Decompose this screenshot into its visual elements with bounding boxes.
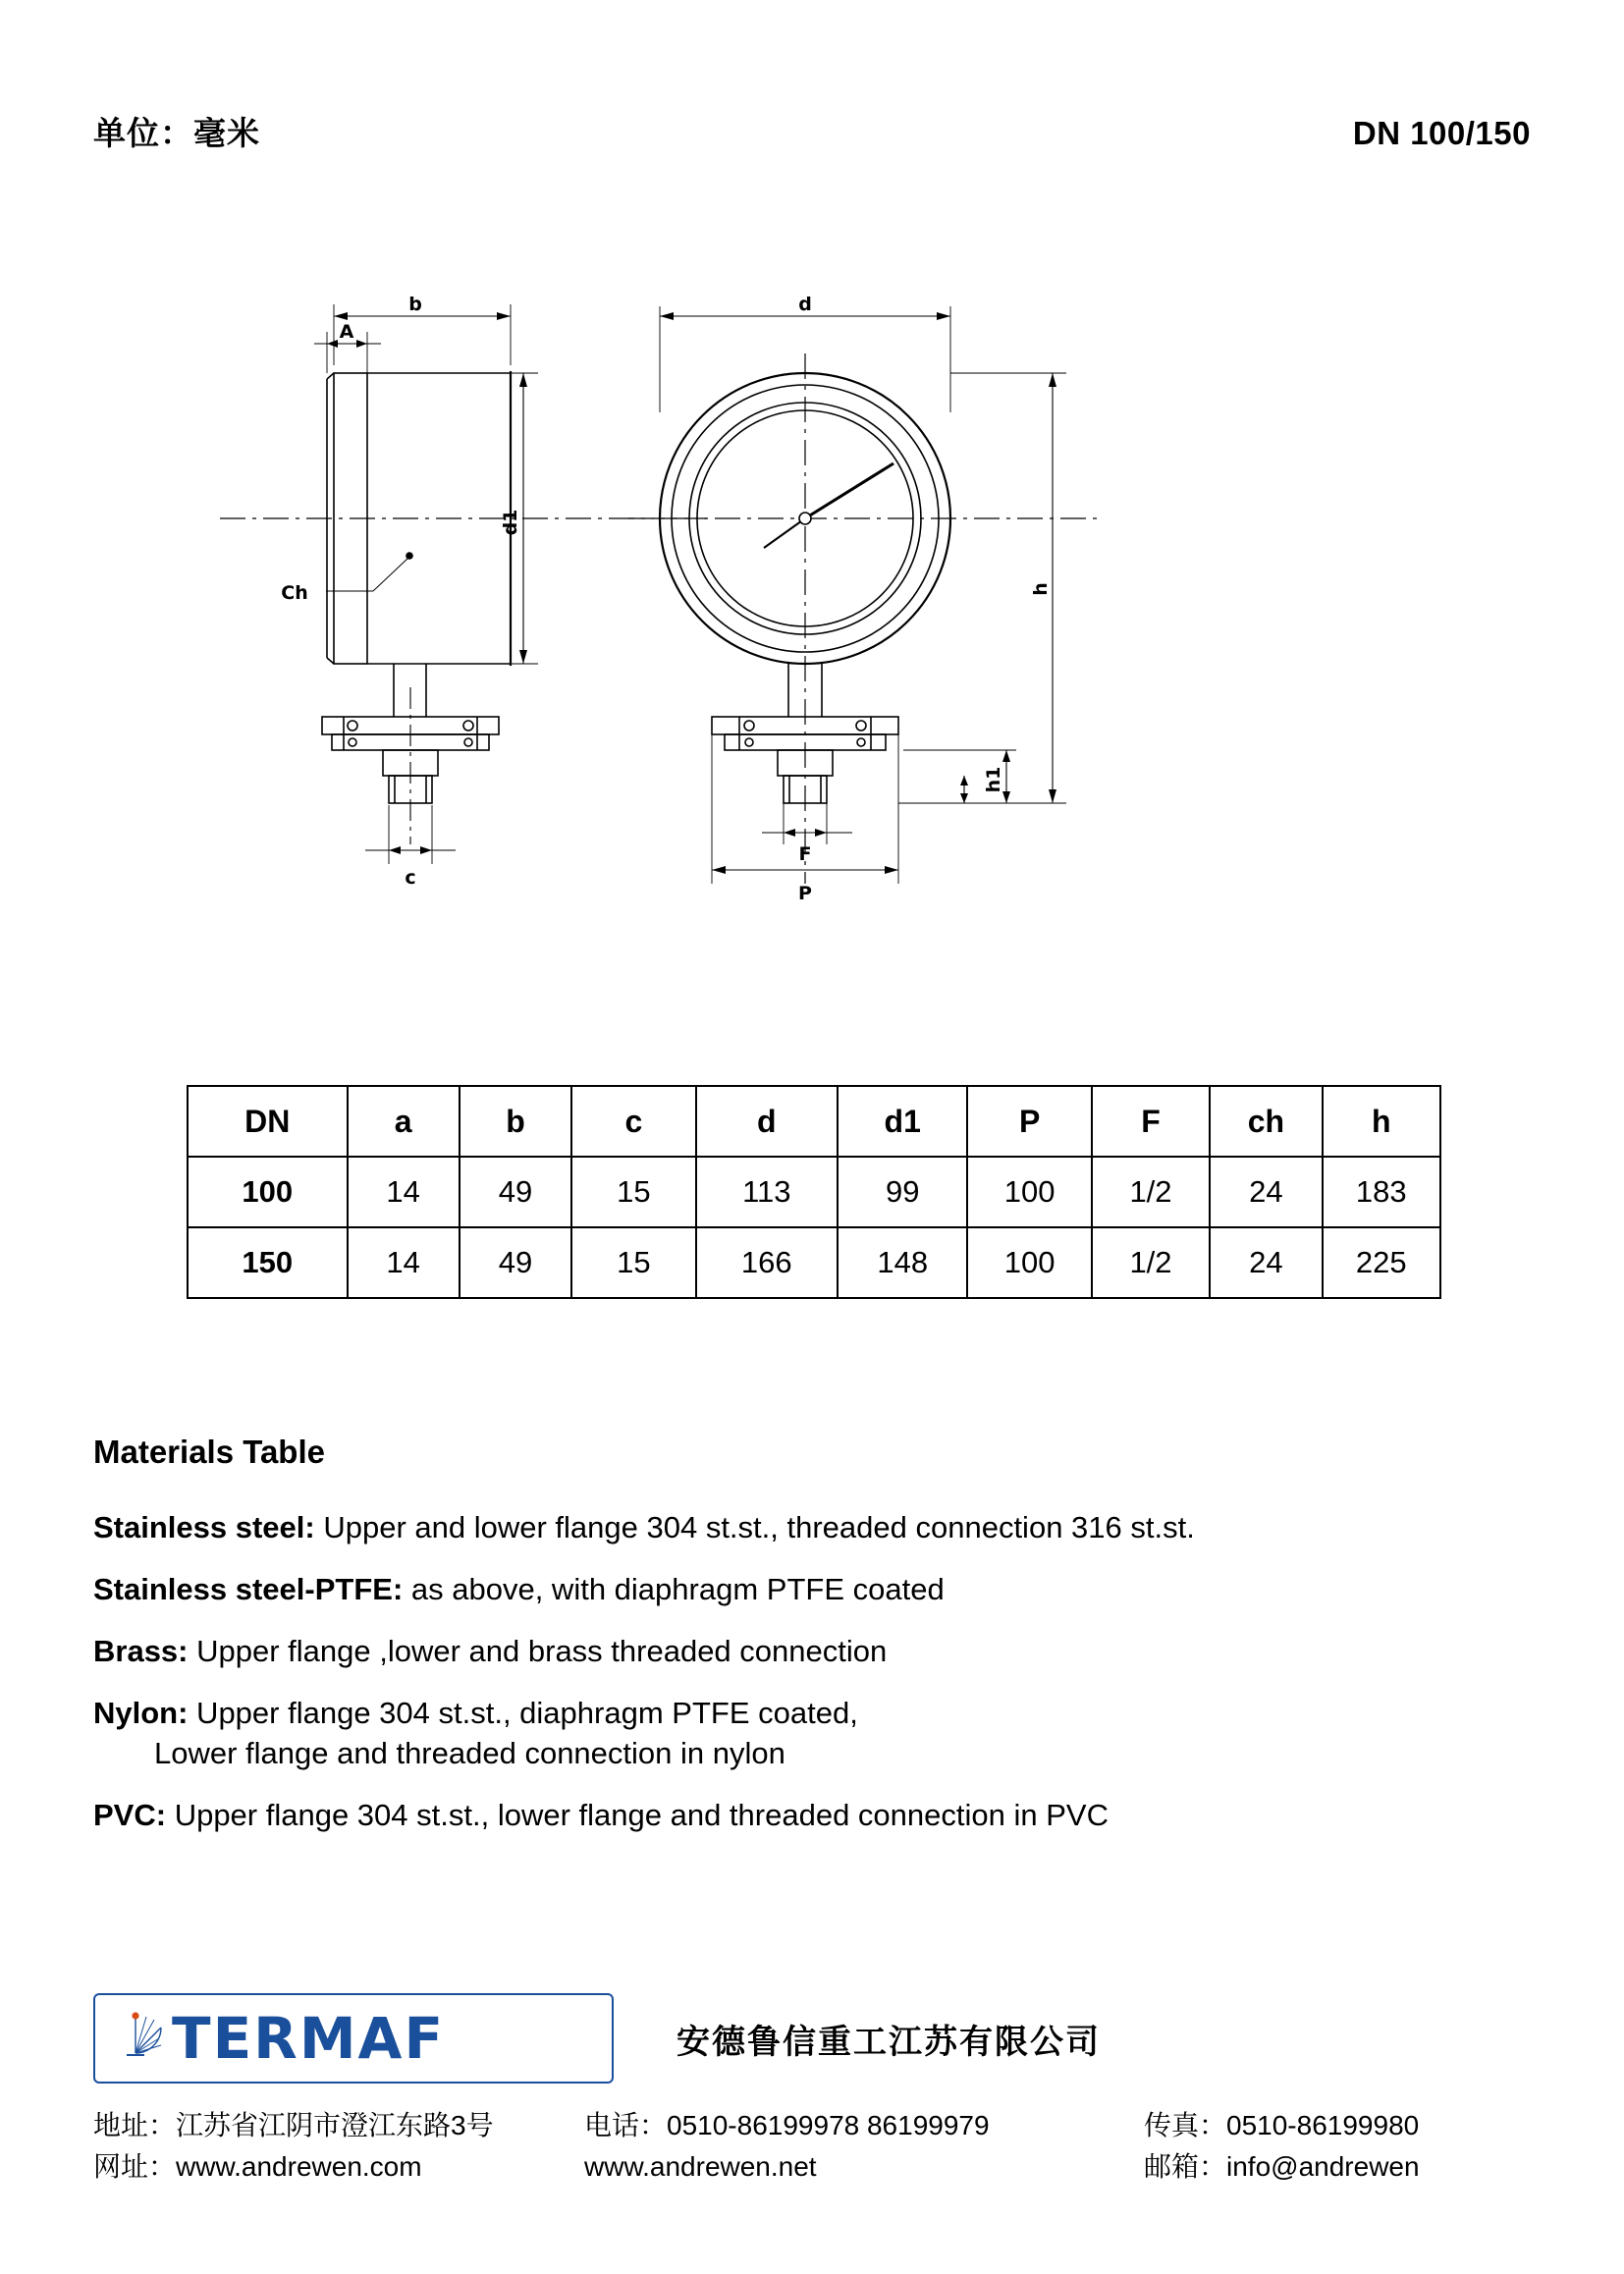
website-label: 网址： [93, 2151, 177, 2182]
address-label: 地址： [93, 2110, 177, 2140]
drawing-label-p: P [798, 883, 812, 904]
drawing-label-d1: d1 [500, 509, 521, 536]
page-header [93, 108, 1531, 154]
table-cell: 1/2 [1092, 1227, 1210, 1298]
table-header-cell: ch [1210, 1086, 1322, 1157]
table-header-cell: P [967, 1086, 1091, 1157]
email-label: 邮箱： [1144, 2151, 1227, 2182]
page-footer [93, 1993, 1545, 2188]
table-cell: 99 [838, 1157, 967, 1227]
material-label: Stainless steel: [93, 1510, 315, 1544]
table-cell: 24 [1210, 1157, 1322, 1227]
logo-text: TERMAF [172, 2005, 446, 2072]
table-cell: 113 [696, 1157, 838, 1227]
drawing-label-ch: Ch [281, 582, 308, 604]
materials-title: Materials Table [93, 1434, 325, 1470]
table-header-cell: d [696, 1086, 838, 1157]
table-cell: 100 [967, 1157, 1091, 1227]
drawing-label-f: F [798, 843, 812, 865]
company-logo [93, 1993, 614, 2084]
table-header-cell: a [348, 1086, 460, 1157]
address-line [93, 2105, 584, 2146]
table-header-cell: F [1092, 1086, 1210, 1157]
table-cell: 15 [571, 1227, 695, 1298]
table-cell: 166 [696, 1227, 838, 1298]
email-line [1144, 2146, 1545, 2188]
dimension-table [187, 1085, 1441, 1299]
footer-row-address [93, 2105, 1545, 2146]
phone-label: 电话： [584, 2110, 668, 2140]
material-item [93, 1694, 1536, 1774]
table-cell: 183 [1323, 1157, 1440, 1227]
table-cell: 24 [1210, 1227, 1322, 1298]
table-row [188, 1227, 1440, 1298]
material-label: PVC: [93, 1797, 167, 1832]
material-label: Brass: [93, 1633, 189, 1668]
drawing-label-c: c [405, 867, 416, 889]
material-item [93, 1796, 1536, 1836]
table-cell: 49 [460, 1227, 571, 1298]
technical-drawing [216, 295, 1306, 982]
material-label: Stainless steel-PTFE: [93, 1571, 404, 1606]
website2-value[interactable]: www.andrewen.net [584, 2151, 817, 2182]
fax-value: 0510-86199980 [1226, 2110, 1420, 2140]
website-value[interactable]: www.andrewen.com [176, 2151, 422, 2182]
table-cell: 15 [571, 1157, 695, 1227]
drawing-label-h: h [1030, 582, 1052, 596]
table-header-row [188, 1086, 1440, 1157]
material-label: Nylon: [93, 1695, 189, 1730]
footer-contact-block [93, 2105, 1545, 2188]
table-cell: 1/2 [1092, 1157, 1210, 1227]
material-text: as above, with diaphragm PTFE coated [403, 1571, 945, 1606]
drawing-label-d: d [798, 295, 812, 315]
table-cell: 14 [348, 1227, 460, 1298]
material-text: Upper flange 304 st.st., lower flange and threaded connection in PVC [166, 1797, 1109, 1832]
table-header-cell: d1 [838, 1086, 967, 1157]
footer-row-web [93, 2146, 1545, 2188]
phone-value: 0510-86199978 86199979 [667, 2110, 990, 2140]
materials-section [93, 1434, 1536, 1857]
table-cell: 14 [348, 1157, 460, 1227]
fan-icon [105, 2006, 166, 2071]
unit-label: 单位：毫米 [93, 115, 260, 151]
table-cell: 49 [460, 1157, 571, 1227]
material-subtext: Lower flange and threaded connection in nylon [154, 1735, 785, 1770]
material-text: Upper flange ,lower and brass threaded connection [188, 1633, 888, 1668]
table-header-cell: c [571, 1086, 695, 1157]
table-cell: 150 [188, 1227, 348, 1298]
website2-line [584, 2146, 1144, 2188]
dimension-table-container [187, 1085, 1441, 1299]
model-label: DN 100/150 [1352, 115, 1531, 151]
drawing-label-b: b [408, 295, 422, 315]
logo-wordmark [172, 2005, 446, 2072]
table-cell: 225 [1323, 1227, 1440, 1298]
material-item [93, 1632, 1536, 1672]
table-cell: 100 [188, 1157, 348, 1227]
table-cell: 100 [967, 1227, 1091, 1298]
email-value[interactable]: info@andrewen [1226, 2151, 1420, 2182]
table-cell: 148 [838, 1227, 967, 1298]
company-name: 安德鲁信重工江苏有限公司 [677, 2023, 1101, 2061]
table-header-cell: h [1323, 1086, 1440, 1157]
phone-line [584, 2105, 1144, 2146]
drawing-label-h1: h1 [983, 766, 1004, 793]
fax-label: 传真： [1144, 2110, 1227, 2140]
fax-line [1144, 2105, 1545, 2146]
table-header-cell: b [460, 1086, 571, 1157]
table-header-cell: DN [188, 1086, 348, 1157]
address-value: 江苏省江阴市澄江东路3号 [176, 2110, 494, 2140]
material-item [93, 1508, 1536, 1548]
table-row [188, 1157, 1440, 1227]
footer-top-row [93, 1993, 1545, 2084]
material-text: Upper and lower flange 304 st.st., threaded connection 316 st.st. [314, 1510, 1195, 1544]
material-text: Upper flange 304 st.st., diaphragm PTFE coated, [188, 1695, 858, 1730]
drawing-label-a: A [339, 321, 354, 343]
material-item [93, 1570, 1536, 1610]
website-line [93, 2146, 584, 2188]
